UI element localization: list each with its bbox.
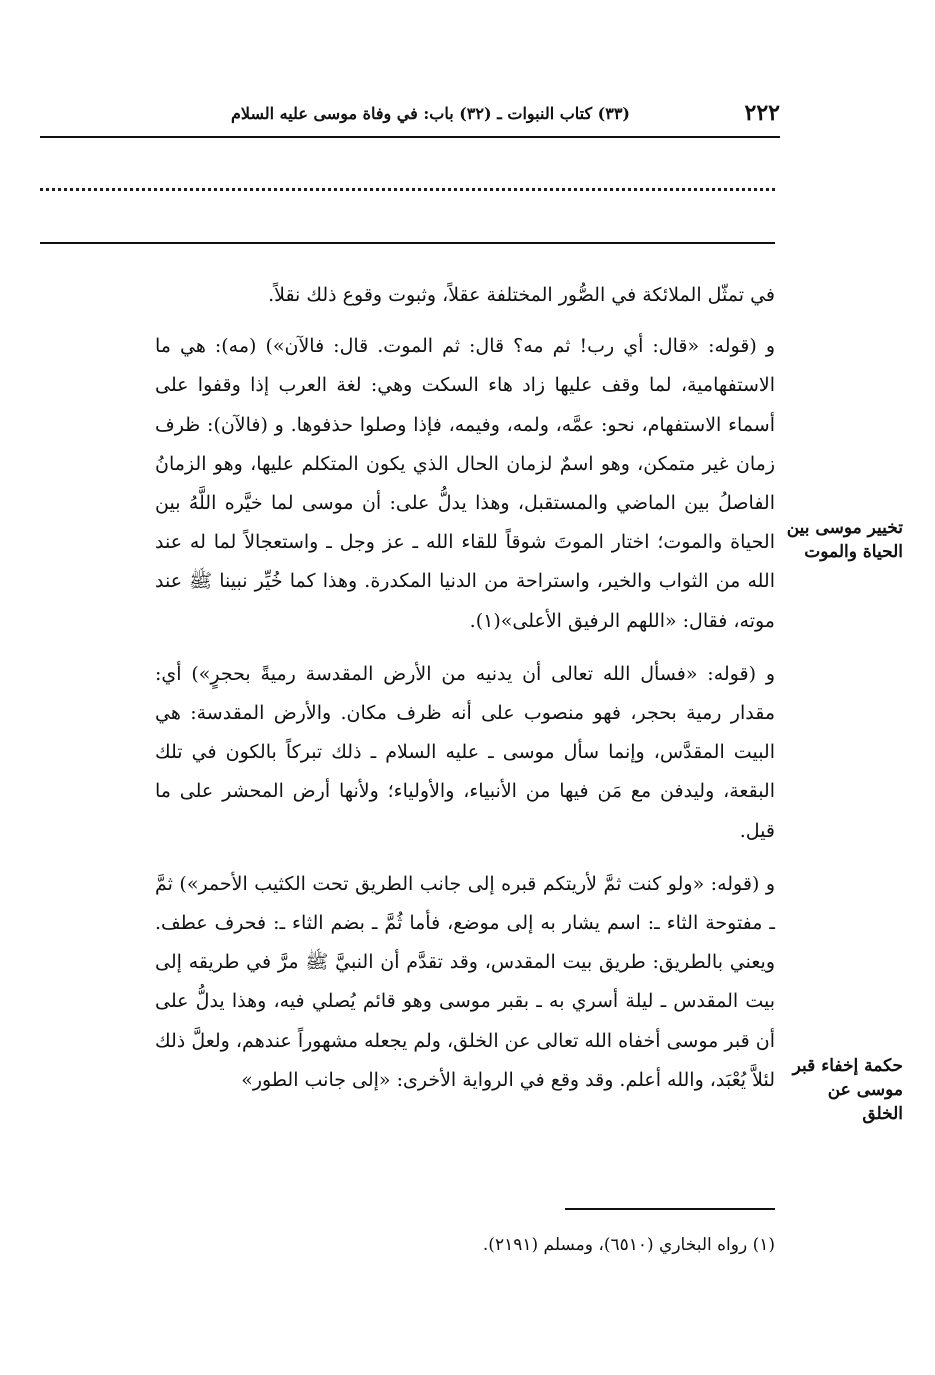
paragraph-0: في تمثّل الملائكة في الصُّور المختلفة عقلاً، وثبوت وقوع ذلك نقلاً.: [268, 284, 775, 306]
running-title: (٣٣) كتاب النبوات ـ (٣٢) باب: في وفاة موسى عليه السلام: [231, 104, 630, 123]
dotted-separator: [40, 188, 775, 201]
margin-note-grave: حكمة إخفاء قبر موسى عن الخلق: [792, 1056, 903, 1124]
page-header: [40, 100, 780, 138]
paragraph-1: و (قوله: «قال: أي رب! ثم مه؟ قال: ثم الموت. قال: فالآن») (مه): هي ما الاستفهامية، لما وقف عليها زاد هاء السكت وهي: لغة العرب إذا وقفوا على أسماء الاستفهام، نحو: عمَّه، ولمه، وفيمه، فإذا وصلوا حذفوها. و (فالآن): ظرف زمان غير متمكن، وهو اسمٌ لزمان الحال الذي يكون المتكلم عليها، وهو الزمانُ الفاصلُ بين الماضي والمستقبل، وهذا يدلُّ على: أن موسى لما خيَّره اللَّهُ بين الحياة والموت؛ اختار الموتَ شوقاً للقاء الله ـ عز وجل ـ واستعجالاً لما له عند الله من الثواب والخير، واستراحة من الدنيا المكدرة. وهذا كما خُيِّر نبينا ﷺ عند موته، فقال: «اللهم الرفيق الأعلى»(١).: [155, 335, 775, 632]
main-text: [155, 276, 775, 1114]
page-number: ٢٢٢: [744, 100, 780, 126]
margin-note-choice: تخيير موسى بين الحياة والموت: [786, 518, 903, 562]
paragraph-3: و (قوله: «ولو كنت ثمَّ لأريتكم قبره إلى جانب الطريق تحت الكثيب الأحمر») ثمَّ ـ مفتوحة الثاء ـ: اسم يشار به إلى موضع، فأما ثُمَّ ـ بضم الثاء ـ: فحرف عطف. ويعني بالطريق: طريق بيت المقدس، وقد تقدَّم أن النبيَّ ﷺ مرَّ في طريقه إلى بيت المقدس ـ ليلة أسري به ـ بقبر موسى وهو قائم يُصلي فيه، وهذا يدلُّ على أن قبر موسى أخفاه الله تعالى عن الخلق، ولم يجعله مشهوراً عندهم، ولعلَّ ذلك لئلاَّ يُعْبَد، والله أعلم. وقد وقع في الرواية الأخرى: «إلى جانب الطور»: [155, 872, 775, 1091]
footnote: (١) رواه البخاري (٦٥١٠)، ومسلم (٢١٩١).: [482, 1235, 775, 1255]
top-rule: [40, 242, 775, 244]
footnote-rule: [565, 1208, 775, 1210]
paragraph-2: و (قوله: «فسأل الله تعالى أن يدنيه من الأرض المقدسة رميةً بحجرٍ») أي: مقدار رمية بحجر، فهو منصوب على أنه ظرف مكان. والأرض المقدسة: هي البيت المقدَّس، وإنما سأل موسى ـ عليه السلام ـ ذلك تبركاً بالكون في تلك البقعة، وليدفن مع مَن فيها من الأنبياء، والأولياء؛ ولأنها أرض المحشر على ما قيل.: [155, 662, 775, 842]
